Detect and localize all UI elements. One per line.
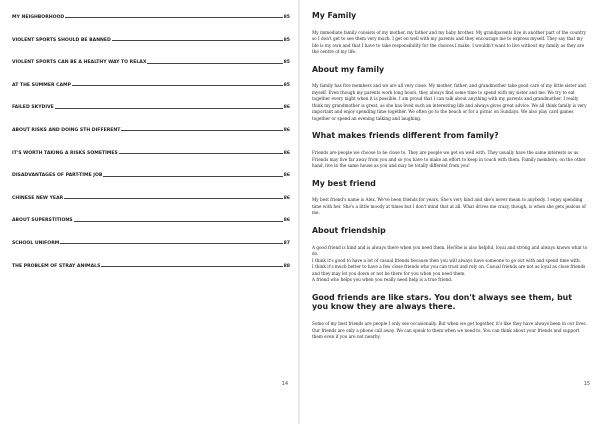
toc-page: 87 <box>283 240 290 246</box>
toc-title: VIOLENT SPORTS SHOULD BE BANNED <box>12 37 111 43</box>
table-of-contents <box>12 11 290 282</box>
toc-page: 86 <box>283 218 290 224</box>
section-paragraph: Friends are people we choose to be close to. They are people we get on well with. They usually have the same interests as us. Friends may live far away from you and so you have to make an effort to keep in touch with them. Family members, on the other hand, live in the same house as you and may be totally different from you! <box>312 150 586 169</box>
toc-title: CHINESE NEW YEAR <box>12 195 64 201</box>
toc-title: SCHOOL UNIFORM <box>12 240 60 246</box>
toc-page: 86 <box>283 195 290 201</box>
toc-entry[interactable] <box>12 147 290 156</box>
toc-leader <box>121 130 282 131</box>
toc-title: ABOUT SUPERSTITIONS <box>12 218 73 224</box>
toc-page: 85 <box>283 37 290 43</box>
toc-page: 86 <box>283 127 290 133</box>
toc-leader <box>103 176 282 177</box>
toc-page: 86 <box>283 173 290 179</box>
toc-page: 88 <box>283 263 290 269</box>
toc-page: 86 <box>283 105 290 111</box>
right-page-number: 15 <box>583 382 590 387</box>
toc-leader <box>60 243 282 244</box>
toc-leader <box>119 153 283 154</box>
toc-entry[interactable] <box>12 237 290 246</box>
section-heading: My Family <box>312 11 357 20</box>
toc-entry[interactable] <box>12 34 290 43</box>
toc-leader <box>64 198 282 199</box>
toc-leader <box>101 266 282 267</box>
toc-leader <box>112 40 283 41</box>
toc-entry[interactable] <box>12 260 290 269</box>
section-paragraph: Some of my best friends are people I only see occasionally. But when we get together, it's like they have always been in our lives. Our friends are only a phone call away. We can speak to them when we need to. You can think about your friends and support them even if you are not nearby. <box>312 321 587 340</box>
section-paragraph: I think it's much better to have a few close friends who you can trust and rely on. Casual friends are not as loyal as close friends and they may let you down or not be there for you when you need them. <box>312 264 586 276</box>
toc-entry[interactable] <box>12 124 290 133</box>
section-paragraph: I think it's good to have a lot of casual friends because then you will always have someone to go out with and spend time with. <box>312 257 582 263</box>
toc-title: FAILED SKYDIVE <box>12 105 54 111</box>
toc-entry[interactable] <box>12 214 290 223</box>
toc-page: 85 <box>283 15 290 20</box>
section-paragraph: My best friend's name is Alex. We've been friends for years. She's very kind and she's never mean to anybody. I enjoy spending time with her. She's a little moody at times but I don't mind that at all. What drives me crazy, though, is when she gets jealous of me. <box>312 197 586 216</box>
toc-title: AT THE SUMMER CAMP <box>12 82 71 88</box>
right-page <box>300 0 600 424</box>
toc-entry[interactable] <box>12 56 290 65</box>
section-paragraph: My family has five members and we are all very close. My mother, father, and grandmother take good care of my little sister and myself. Even though my parents work long hours, they always find some time to spend with my sister and me. We try to eat together every night when it is possible. I am proud that I can talk about anything with my parents and grandmother. I really think my grandmother is great, as she has lived such an interesting life and always gives great advice. We all think family is very important and enjoy spending time together. We often go to the beach or for a picnic on Sundays. We also play card games together or spend an evening talking and laughing. <box>312 83 587 121</box>
toc-title: VIOLENT SPORTS CAN BE A HEALTHY WAY TO RELAX <box>12 60 147 66</box>
toc-title: THE PROBLEM OF STRAY ANIMALS <box>12 263 101 269</box>
toc-entry[interactable] <box>12 11 290 20</box>
toc-title: IT'S WORTH TAKING A RISKS SOMETIMES <box>12 150 118 156</box>
toc-title: MY NEIGHBORHOOD <box>12 15 65 20</box>
toc-page: 85 <box>283 82 290 88</box>
section-heading: About my family <box>312 64 385 74</box>
toc-leader <box>74 221 283 222</box>
left-page <box>0 0 298 424</box>
toc-leader <box>147 63 282 64</box>
section-paragraph: My immediate family consists of my mother, my father and my baby brother. My grandparents live in another part of the country so I don't get to see them very much. I get on well with my parents and they encourage me to express myself. They say that my life is my own and that I have to take responsibility for the choices I make. I wouldn't want to live without my family as they are the centre of my life. <box>312 29 587 55</box>
toc-leader <box>65 17 282 18</box>
section-paragraph: A good friend is kind and is always there when you need them. He/She is also helpful, loyal and strong and always knows what to do. <box>312 244 588 257</box>
toc-page: 85 <box>283 60 290 66</box>
section-heading: What makes friends different from family? <box>312 131 499 141</box>
section-paragraph: A friend who helps you when you really need help is a true friend. <box>312 277 453 283</box>
section-heading: About friendship <box>312 225 386 235</box>
section-heading: Good friends are like stars. You don't always see them, but you know they are always there. <box>312 292 572 312</box>
page-content <box>312 11 588 344</box>
section-heading: My best friend <box>312 178 376 188</box>
toc-page: 86 <box>283 150 290 156</box>
toc-entry[interactable] <box>12 192 290 201</box>
toc-entry[interactable] <box>12 79 290 88</box>
toc-leader <box>72 85 283 86</box>
toc-entry[interactable] <box>12 169 290 178</box>
toc-title: ABOUT RISKS AND DOING STH DIFFERENT <box>12 127 121 133</box>
toc-leader <box>55 108 283 109</box>
toc-title: DISADVANTAGES OF PART-TIME JOB <box>12 173 103 179</box>
left-page-number: 14 <box>281 382 288 387</box>
toc-entry[interactable] <box>12 101 290 110</box>
